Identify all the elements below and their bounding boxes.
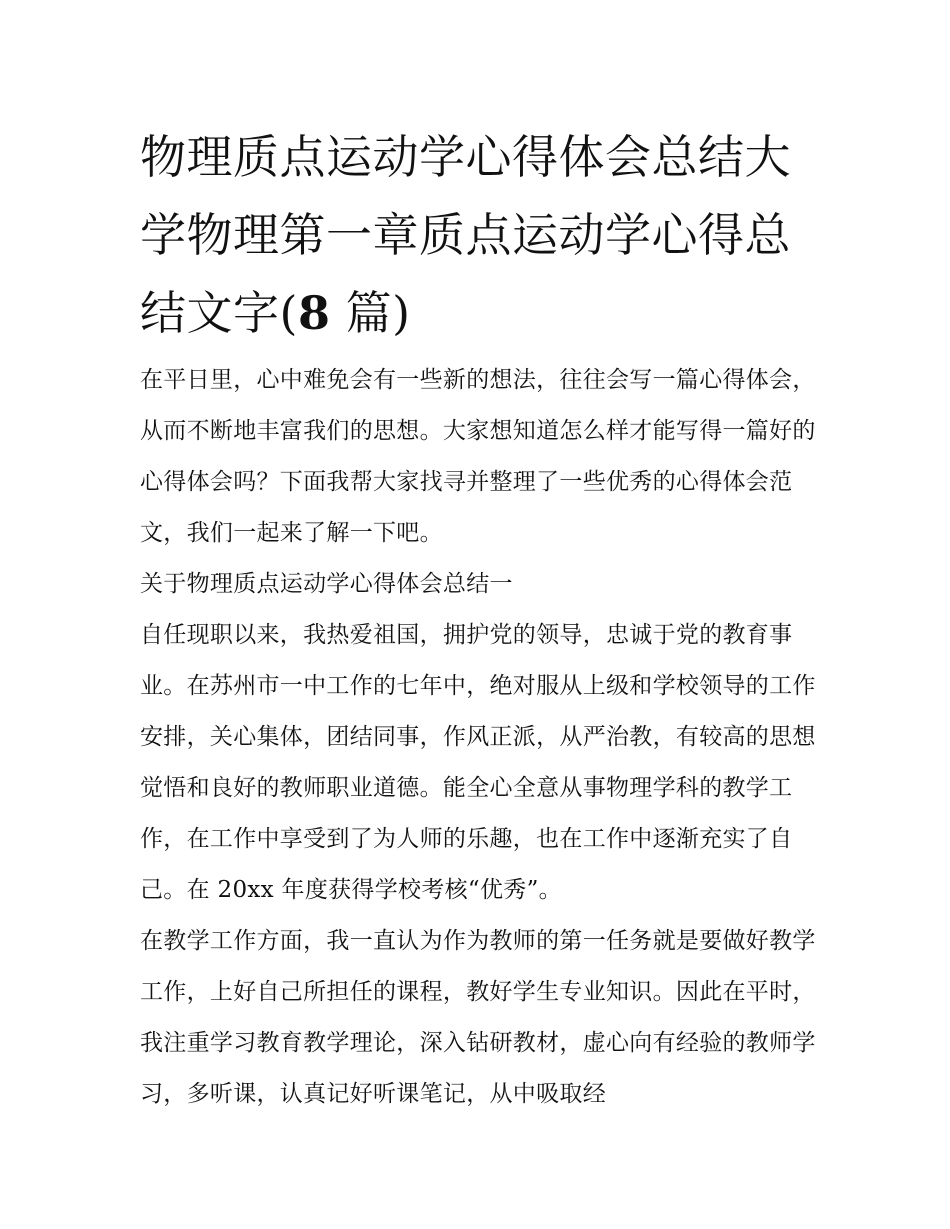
section-heading: 关于物理质点运动学心得体会总结一 bbox=[140, 571, 513, 597]
body-paragraph: 自任现职以来，我热爱祖国，拥护党的领导，忠诚于党的教育事业。在苏州市一中工作的七年中，绝对服从上级和学校领导的工作安排，关心集体，团结同事，作风正派，从严治教，有较高的思想觉悟和良好的教师职业道德。能全心全意从事物理学科的教学工作，在工作中享受到了为人师的乐趣，也在工作中逐渐充实了自己。在 20xx 年度获得学校考核“优秀”。 bbox=[140, 622, 816, 903]
title-main: 物理质点运动学心得体会总结大学物理第一章质点运动学心得总结文字( bbox=[140, 130, 791, 340]
intro-paragraph: 在平日里，心中难免会有一些新的想法，往往会写一篇心得体会，从而不断地丰富我们的思想。大家想知道怎么样才能写得一篇好的心得体会吗？下面我帮大家找寻并整理了一些优秀的心得体会范文，我们一起来了解一下吧。 bbox=[140, 367, 816, 546]
title-tail: 篇) bbox=[330, 286, 411, 340]
document-body bbox=[140, 355, 820, 1120]
document-title bbox=[140, 118, 820, 352]
body-paragraph: 在教学工作方面，我一直认为作为教师的第一任务就是要做好教学工作，上好自己所担任的课程，教好学生专业知识。因此在平时，我注重学习教育教学理论，深入钻研教材，虚心向有经验的教师学习，多听课，认真记好听课笔记，从中吸取经 bbox=[140, 928, 816, 1107]
title-number: 8 bbox=[297, 286, 331, 340]
